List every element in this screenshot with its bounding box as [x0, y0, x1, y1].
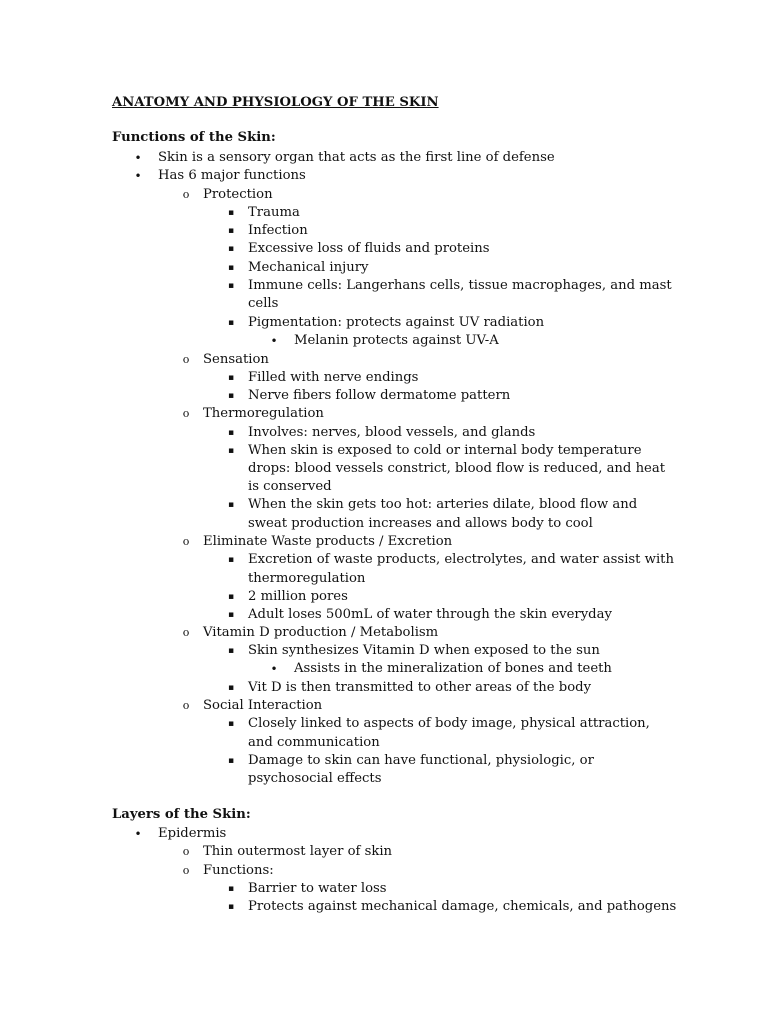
point-text: When the skin gets too hot: arteries dilate, blood flow and — [248, 497, 638, 512]
point-text: Excretion of waste products, electrolytes, and water assist with — [248, 552, 674, 567]
bullet-icon: • — [134, 169, 142, 183]
square-bullet-icon: ▪ — [227, 263, 235, 273]
function-name: Thermoregulation — [203, 406, 324, 421]
square-bullet-icon: ▪ — [227, 683, 235, 693]
square-bullet-icon: ▪ — [227, 446, 235, 456]
square-bullet-icon: ▪ — [227, 318, 235, 328]
point-text: Filled with nerve endings — [248, 370, 419, 385]
list-item-text: Epidermis — [158, 826, 227, 841]
sublist-text: Functions: — [203, 863, 274, 878]
point-text: Barrier to water loss — [248, 881, 387, 896]
circle-bullet-icon: o — [182, 699, 190, 712]
subpoint-text: Assists in the mineralization of bones and teeth — [294, 661, 612, 676]
section-heading-layers — [112, 806, 251, 824]
sublist-text: Thin outermost layer of skin — [203, 844, 393, 859]
bullet-icon: • — [270, 334, 278, 348]
point-text: and communication — [248, 735, 380, 750]
function-name: Sensation — [203, 352, 269, 367]
point-text: drops: blood vessels constrict, blood flow is reduced, and heat — [248, 461, 666, 476]
point-text: cells — [248, 296, 279, 311]
square-bullet-icon: ▪ — [227, 719, 235, 729]
circle-bullet-icon: o — [182, 407, 190, 420]
point-text: Vit D is then transmitted to other areas of the body — [248, 680, 592, 695]
point-text: Immune cells: Langerhans cells, tissue macrophages, and mast — [248, 278, 672, 293]
square-bullet-icon: ▪ — [227, 902, 235, 912]
square-bullet-icon: ▪ — [227, 226, 235, 236]
bullet-icon: • — [134, 827, 142, 841]
section-heading-functions — [112, 129, 276, 147]
section-heading-text: Layers of the Skin: — [112, 807, 251, 822]
function-name: Vitamin D production / Metabolism — [203, 625, 439, 640]
circle-bullet-icon: o — [182, 535, 190, 548]
square-bullet-icon: ▪ — [227, 646, 235, 656]
square-bullet-icon: ▪ — [227, 373, 235, 383]
bullet-icon: • — [270, 662, 278, 676]
square-bullet-icon: ▪ — [227, 244, 235, 254]
circle-bullet-icon: o — [182, 626, 190, 639]
point-text: When skin is exposed to cold or internal body temperature — [248, 443, 642, 458]
subpoint-text: Melanin protects against UV-A — [294, 333, 499, 348]
square-bullet-icon: ▪ — [227, 500, 235, 510]
circle-bullet-icon: o — [182, 864, 190, 877]
point-text: sweat production increases and allows body to cool — [248, 516, 593, 531]
circle-bullet-icon: o — [182, 845, 190, 858]
document-title-text: ANATOMY AND PHYSIOLOGY OF THE SKIN — [112, 95, 439, 110]
point-text: Skin synthesizes Vitamin D when exposed to the sun — [248, 643, 600, 658]
square-bullet-icon: ▪ — [227, 391, 235, 401]
point-text: thermoregulation — [248, 571, 366, 586]
circle-bullet-icon: o — [182, 353, 190, 366]
list-item-text: Has 6 major functions — [158, 168, 306, 183]
point-text: Infection — [248, 223, 308, 238]
square-bullet-icon: ▪ — [227, 592, 235, 602]
function-name: Social Interaction — [203, 698, 323, 713]
document-title — [112, 94, 439, 112]
square-bullet-icon: ▪ — [227, 555, 235, 565]
list-item-text: Skin is a sensory organ that acts as the first line of defense — [158, 150, 555, 165]
bullet-icon: • — [134, 151, 142, 165]
point-text: Mechanical injury — [248, 260, 369, 275]
square-bullet-icon: ▪ — [227, 884, 235, 894]
circle-bullet-icon: o — [182, 188, 190, 201]
square-bullet-icon: ▪ — [227, 610, 235, 620]
point-text: psychosocial effects — [248, 771, 382, 786]
point-text: Closely linked to aspects of body image, physical attraction, — [248, 716, 650, 731]
square-bullet-icon: ▪ — [227, 281, 235, 291]
point-text: Nerve fibers follow dermatome pattern — [248, 388, 511, 403]
point-text: Excessive loss of fluids and proteins — [248, 241, 490, 256]
section-heading-text: Functions of the Skin: — [112, 130, 276, 145]
point-text: Protects against mechanical damage, chemicals, and pathogens — [248, 899, 677, 914]
square-bullet-icon: ▪ — [227, 756, 235, 766]
square-bullet-icon: ▪ — [227, 428, 235, 438]
point-text: Adult loses 500mL of water through the skin everyday — [248, 607, 612, 622]
square-bullet-icon: ▪ — [227, 208, 235, 218]
point-text: is conserved — [248, 479, 332, 494]
point-text: Trauma — [248, 205, 300, 220]
point-text: Pigmentation: protects against UV radiation — [248, 315, 545, 330]
function-name: Protection — [203, 187, 273, 202]
function-name: Eliminate Waste products / Excretion — [203, 534, 453, 549]
point-text: Involves: nerves, blood vessels, and glands — [248, 425, 536, 440]
point-text: 2 million pores — [248, 589, 348, 604]
point-text: Damage to skin can have functional, physiologic, or — [248, 753, 594, 768]
